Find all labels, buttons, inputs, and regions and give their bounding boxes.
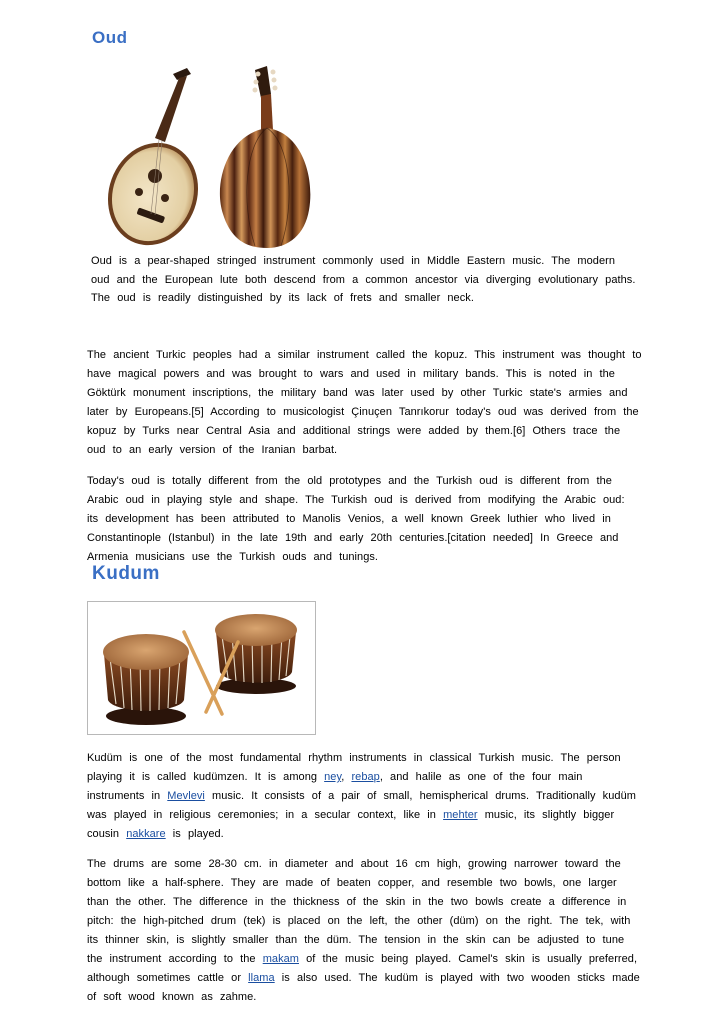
text-line: oud and the European lute both descend from a common ancestor via diverging evolutionary paths. — [91, 273, 636, 286]
link-rebap[interactable]: rebap — [351, 771, 380, 783]
text-run: although sometimes cattle or — [87, 972, 249, 984]
text-line: kopuz by Turks near Central Asia and additional strings were added by them.[6] Others trace the — [87, 425, 621, 437]
text-line — [87, 806, 636, 825]
text-run: is played. — [165, 828, 224, 840]
text-line: Armenia musicians use the Turkish ouds and tunings. — [87, 551, 379, 563]
text-line: Göktürk monument inscriptions, the military band was later used by other Turkic state's armies and — [87, 387, 628, 399]
text-line: Constantinople (Istanbul) in the late 19th and early 20th centuries.[citation needed] In Greece and — [87, 532, 619, 544]
link-llama[interactable]: llama — [248, 972, 275, 984]
oud-image — [95, 64, 325, 250]
link-nakkare[interactable]: nakkare — [126, 828, 166, 840]
text-line: The ancient Turkic peoples had a similar instrument called the kopuz. This instrument was thought to — [87, 349, 642, 361]
text-line: Oud is a pear-shaped stringed instrument commonly used in Middle Eastern music. The modern — [91, 255, 616, 267]
text-line: Today's oud is totally different from the old prototypes and the Turkish oud is different from the — [87, 475, 612, 487]
text-line — [87, 768, 636, 787]
kudum-image-frame — [87, 601, 316, 735]
oud-history-paragraph — [87, 346, 642, 460]
link-makam[interactable]: makam — [262, 953, 299, 965]
link-ney[interactable]: ney — [324, 771, 342, 783]
link-mevlevi[interactable]: Mevlevi — [167, 790, 205, 802]
text-line: The oud is readily distinguished by its lack of frets and smaller neck. — [91, 292, 474, 304]
text-line: Kudüm is one of the most fundamental rhythm instruments in classical Turkish music. The person — [87, 752, 621, 764]
kudum-drum-left — [103, 634, 189, 725]
text-run: of the music being played. Camel's skin is usually preferred, — [299, 953, 638, 965]
text-line: later by Europeans.[5] According to musicologist Çinuçen Tanrıkorur today's oud was derived from the — [87, 406, 639, 418]
text-run: , and halile as one of the four main — [379, 771, 583, 783]
text-run: , — [341, 771, 352, 783]
kudum-image — [88, 602, 315, 734]
kudum-intro-paragraph — [87, 749, 636, 844]
text-line — [87, 969, 640, 988]
oud-intro-paragraph — [91, 252, 635, 308]
text-line: than the other. The difference in the thickness of the skin in the two bowls create a difference in — [87, 896, 627, 908]
text-line: its development has been attributed to Manolis Venios, a well known Greek luthier who lived in — [87, 513, 611, 525]
text-line — [87, 950, 640, 969]
link-mehter[interactable]: mehter — [443, 809, 478, 821]
text-run: the instrument according to the — [87, 953, 263, 965]
text-line: Arabic oud in playing style and shape. The Turkish oud is derived from modifying the Arabic oud: — [87, 494, 625, 506]
section-title-kudum: Kudum — [92, 563, 160, 584]
text-line: bottom like a half-sphere. They are made of beaten copper, and resemble two bowls, one larger — [87, 877, 617, 889]
text-line — [87, 787, 636, 806]
section-title-oud: Oud — [92, 28, 128, 47]
text-run: is also used. The kudüm is played with two wooden sticks made — [274, 972, 640, 984]
text-run: music. It consists of a pair of small, hemispherical drums. Traditionally kudüm — [204, 790, 636, 802]
text-run: playing it is called kudümzen. It is among — [87, 771, 325, 783]
oud-front-view — [95, 68, 212, 250]
text-run: music, its slightly bigger — [477, 809, 615, 821]
text-line: of soft wood known as zahme. — [87, 991, 257, 1003]
oud-back-view — [220, 66, 310, 248]
text-line: pitch: the high-pitched drum (tek) is placed on the left, the other (düm) on the right. The tek, with — [87, 915, 631, 927]
text-line — [87, 825, 636, 844]
kudum-detail-paragraph — [87, 855, 640, 1007]
text-run: instruments in — [87, 790, 168, 802]
text-line: oud to an early version of the Iranian barbat. — [87, 444, 338, 456]
oud-modern-paragraph — [87, 472, 625, 567]
kudum-drum-right — [215, 614, 297, 694]
text-run: was played in religious ceremonies; in a secular context, like in — [87, 809, 444, 821]
text-line: have magical powers and was brought to wars and used in military bands. This is noted in the — [87, 368, 615, 380]
text-line: The drums are some 28-30 cm. in diameter and about 16 cm high, growing narrower toward the — [87, 858, 621, 870]
text-run: cousin — [87, 828, 127, 840]
text-line: its thinner skin, is slightly smaller than the düm. The tension in the skin can be adjusted to tune — [87, 934, 625, 946]
